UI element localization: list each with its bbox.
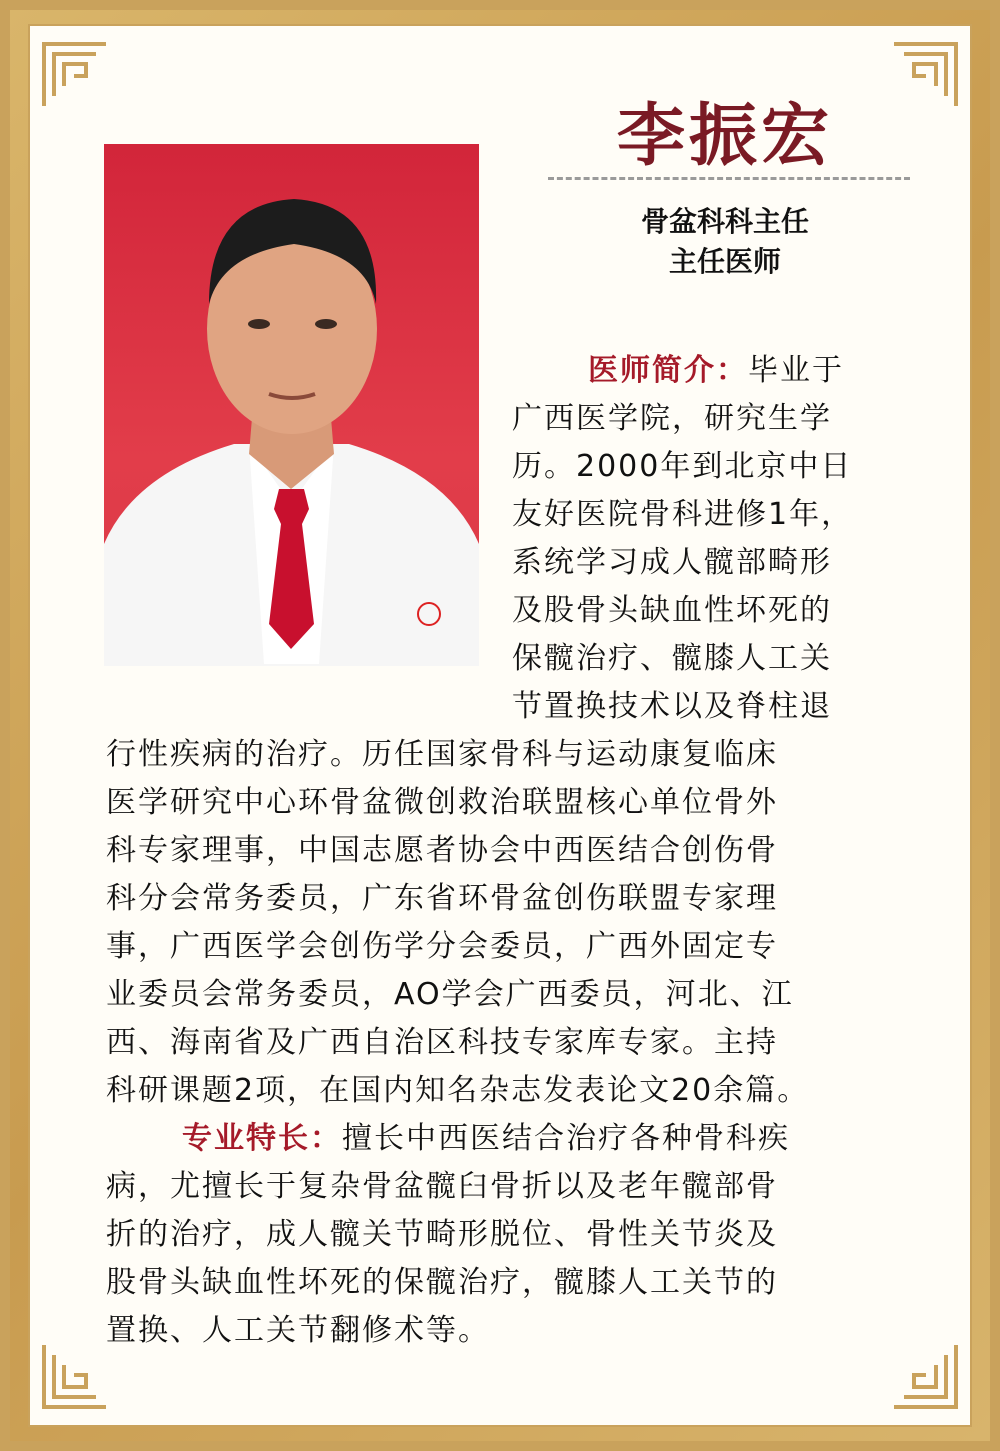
specialty-line: 置换、人工关节翻修术等。 bbox=[106, 1313, 490, 1348]
intro-line: 系统学习成人髋部畸形 bbox=[512, 545, 832, 580]
intro-line: 广西医学院，研究生学 bbox=[512, 401, 832, 436]
intro-line: 医学研究中心环骨盆微创救治联盟核心单位骨外 bbox=[106, 785, 778, 820]
intro-line: 历。2000年到北京中日 bbox=[512, 449, 853, 484]
specialty-line: 病，尤擅长于复杂骨盆髋臼骨折以及老年髋部骨 bbox=[106, 1169, 778, 1204]
intro-line: 科专家理事，中国志愿者协会中西医结合创伤骨 bbox=[106, 833, 778, 868]
specialty-label: 专业特长： bbox=[182, 1121, 342, 1156]
doctor-rank: 主任医师 bbox=[668, 245, 781, 278]
intro-label: 医师简介： bbox=[588, 353, 748, 388]
specialty-line: 股骨头缺血性坏死的保髋治疗，髋膝人工关节的 bbox=[106, 1265, 778, 1300]
corner-ornament-icon bbox=[890, 40, 960, 110]
intro-line: 保髋治疗、髋膝人工关 bbox=[512, 641, 832, 676]
intro-line: 西、海南省及广西自治区科技专家库专家。主持 bbox=[106, 1025, 778, 1060]
intro-line: 业委员会常务委员，AO学会广西委员，河北、江 bbox=[106, 977, 794, 1012]
intro-line: 行性疾病的治疗。历任国家骨科与运动康复临床 bbox=[106, 737, 778, 772]
intro-line: 友好医院骨科进修1年， bbox=[512, 497, 854, 532]
doctor-name: 李振宏 bbox=[616, 96, 833, 176]
intro-line: 事，广西医学会创伤学分会委员，广西外固定专 bbox=[106, 929, 778, 964]
intro-line: 及股骨头缺血性坏死的 bbox=[512, 593, 832, 628]
corner-ornament-icon bbox=[40, 1341, 110, 1411]
corner-ornament-icon bbox=[40, 40, 110, 110]
doctor-position: 骨盆科科主任 bbox=[640, 205, 809, 238]
doctor-portrait bbox=[104, 144, 479, 666]
specialty-first-line: 专业特长：擅长中西医结合治疗各种骨科疾 bbox=[182, 1121, 790, 1156]
specialty-line: 折的治疗，成人髋关节畸形脱位、骨性关节炎及 bbox=[106, 1217, 778, 1252]
divider bbox=[548, 177, 910, 180]
intro-line: 节置换技术以及脊柱退 bbox=[512, 689, 832, 724]
intro-line: 科研课题2项，在国内知名杂志发表论文20余篇。 bbox=[106, 1073, 810, 1108]
corner-ornament-icon bbox=[890, 1341, 960, 1411]
intro-line: 科分会常务委员，广东省环骨盆创伤联盟专家理 bbox=[106, 881, 778, 916]
intro-first-line: 医师简介：毕业于 bbox=[588, 353, 844, 388]
